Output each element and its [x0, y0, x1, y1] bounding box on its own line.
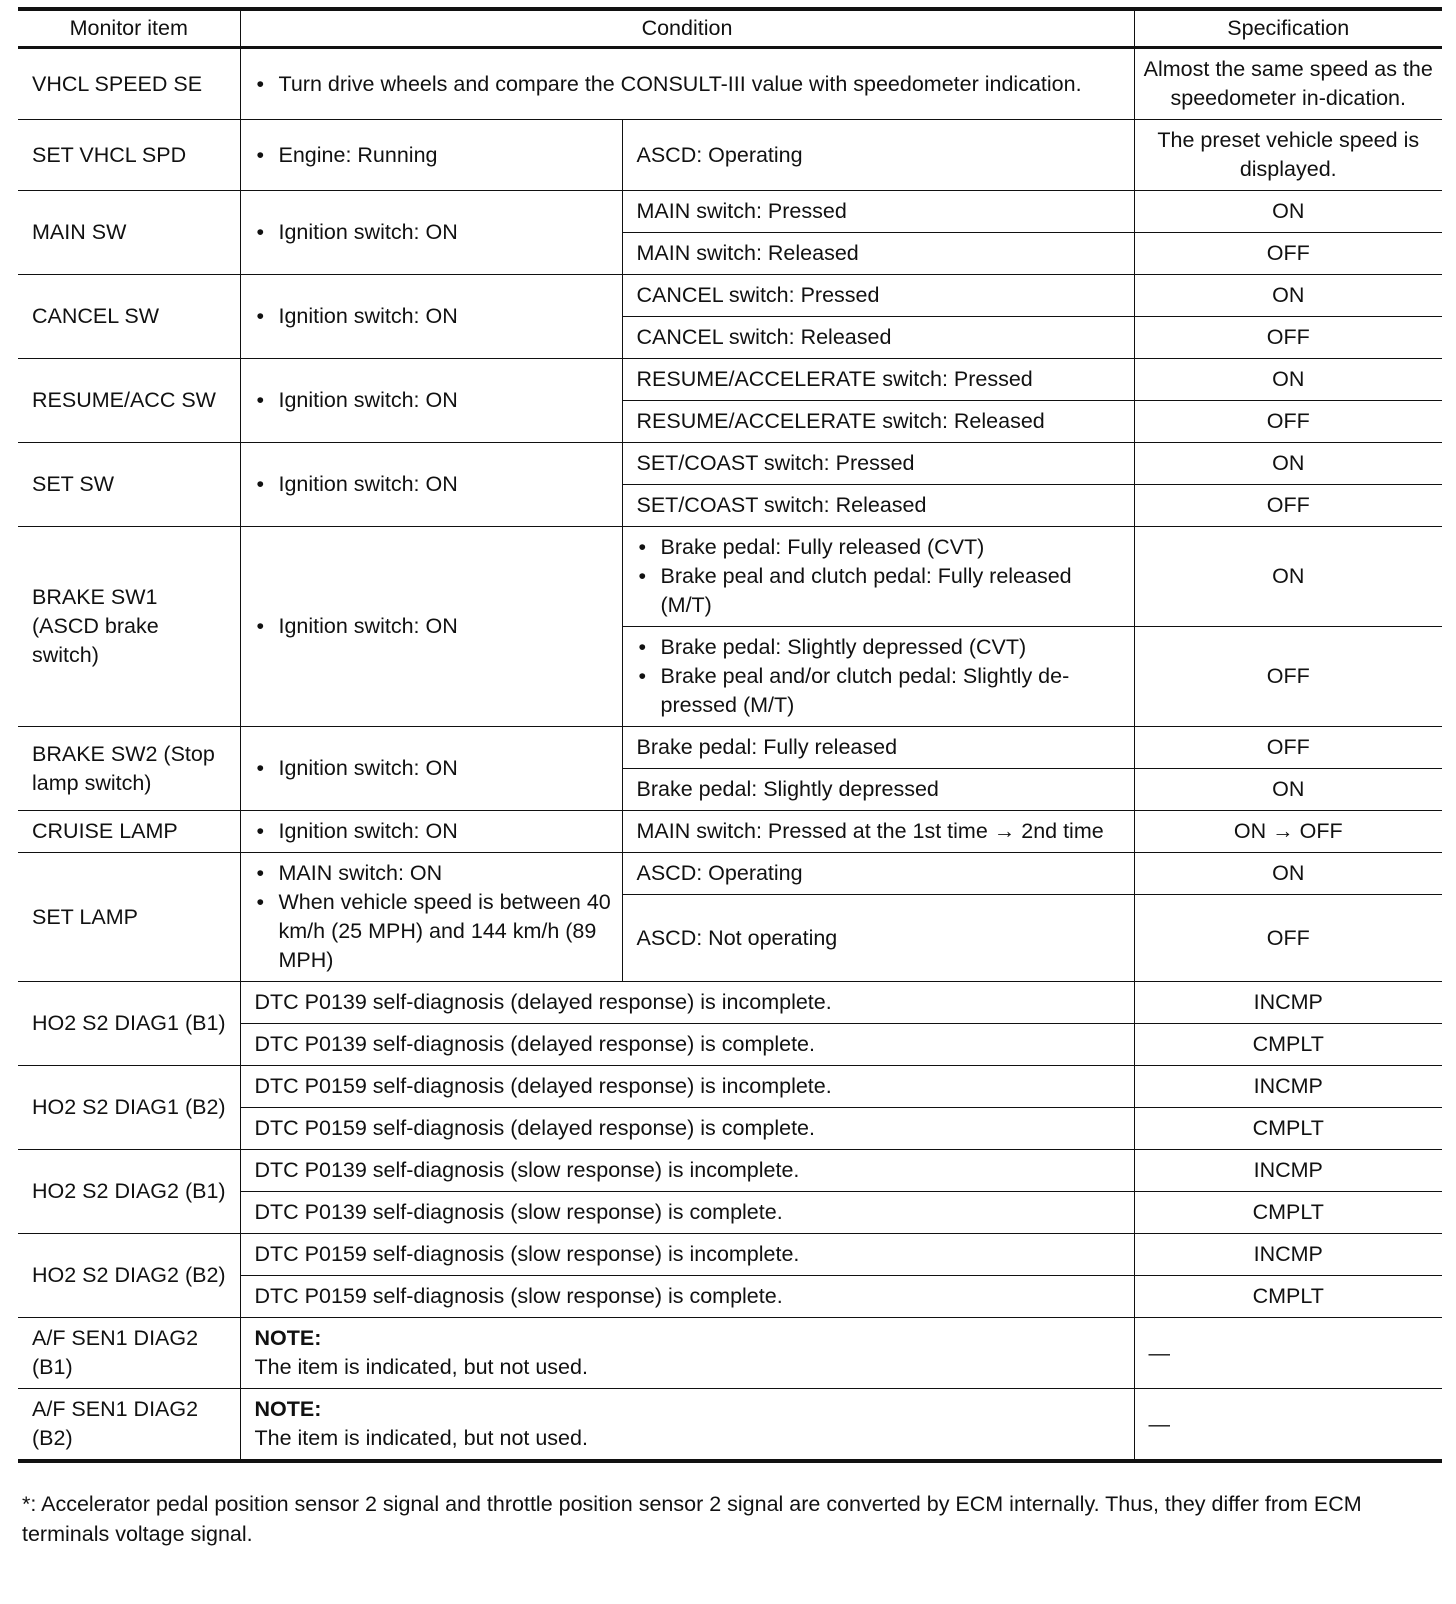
- condition-cell: [240, 359, 622, 443]
- state-cell: RESUME/ACCELERATE switch: Pressed: [622, 359, 1134, 401]
- state-cell: DTC P0139 self-diagnosis (delayed response) is complete.: [240, 1024, 1134, 1066]
- state-cell: Brake pedal: Slightly depressed: [622, 769, 1134, 811]
- table-row: [18, 191, 1442, 233]
- spec-value: ON → OFF: [1134, 811, 1442, 853]
- state-bullet: • Brake peal and/or clutch pedal: Slightly de-pressed (M/T): [637, 662, 1124, 720]
- condition-cell: [240, 275, 622, 359]
- spec-value: ON: [1134, 443, 1442, 485]
- spec-value: —: [1134, 1318, 1442, 1389]
- header-condition: Condition: [240, 9, 1134, 48]
- condition-cell: [240, 811, 622, 853]
- spec-value: CMPLT: [1134, 1108, 1442, 1150]
- state-cell: DTC P0139 self-diagnosis (delayed response) is incomplete.: [240, 982, 1134, 1024]
- monitor-item: SET VHCL SPD: [18, 120, 240, 191]
- state-cell: DTC P0159 self-diagnosis (slow response) is complete.: [240, 1276, 1134, 1318]
- table-row: [18, 48, 1442, 120]
- monitor-item: BRAKE SW2 (Stop lamp switch): [18, 727, 240, 811]
- state-cell: DTC P0159 self-diagnosis (delayed response) is incomplete.: [240, 1066, 1134, 1108]
- note-cell: [240, 1318, 1134, 1389]
- condition-bullet: • Ignition switch: ON: [255, 386, 612, 415]
- state-cell: [622, 627, 1134, 727]
- spec-value: CMPLT: [1134, 1276, 1442, 1318]
- header-specification: Specification: [1134, 9, 1442, 48]
- note-label: NOTE:: [254, 1326, 322, 1350]
- monitor-item: HO2 S2 DIAG1 (B1): [18, 982, 240, 1066]
- monitor-item: SET LAMP: [18, 853, 240, 982]
- table-row: [18, 853, 1442, 895]
- condition-bullet: • Ignition switch: ON: [255, 218, 612, 247]
- condition-cell: [240, 443, 622, 527]
- monitor-item: HO2 S2 DIAG2 (B1): [18, 1150, 240, 1234]
- spec-value: CMPLT: [1134, 1192, 1442, 1234]
- spec-value: OFF: [1134, 727, 1442, 769]
- table-row: [18, 1389, 1442, 1462]
- state-cell: MAIN switch: Pressed: [622, 191, 1134, 233]
- state-cell: ASCD: Operating: [622, 120, 1134, 191]
- spec-value: OFF: [1134, 401, 1442, 443]
- spec-value: Almost the same speed as the speedometer in-dication.: [1134, 48, 1442, 120]
- table-row: [18, 120, 1442, 191]
- state-cell: SET/COAST switch: Pressed: [622, 443, 1134, 485]
- table-row: [18, 443, 1442, 485]
- condition-bullet: • Ignition switch: ON: [255, 302, 612, 331]
- monitor-item: A/F SEN1 DIAG2 (B2): [18, 1389, 240, 1462]
- state-cell: RESUME/ACCELERATE switch: Released: [622, 401, 1134, 443]
- table-row: [18, 982, 1442, 1024]
- table-row: [18, 1318, 1442, 1389]
- monitor-item: CANCEL SW: [18, 275, 240, 359]
- spec-value: ON: [1134, 769, 1442, 811]
- state-cell: CANCEL switch: Released: [622, 317, 1134, 359]
- note-label: NOTE:: [254, 1397, 322, 1421]
- state-cell: MAIN switch: Pressed at the 1st time → 2nd time: [622, 811, 1134, 853]
- spec-value: OFF: [1134, 485, 1442, 527]
- table-row: [18, 811, 1442, 853]
- table-header-row: [18, 9, 1442, 48]
- note-text: The item is indicated, but not used.: [254, 1426, 588, 1450]
- spec-value: ON: [1134, 359, 1442, 401]
- condition-cell: [240, 191, 622, 275]
- monitor-item: A/F SEN1 DIAG2 (B1): [18, 1318, 240, 1389]
- state-cell: DTC P0139 self-diagnosis (slow response) is complete.: [240, 1192, 1134, 1234]
- spec-value: ON: [1134, 527, 1442, 627]
- state-cell: [622, 527, 1134, 627]
- table-row: [18, 359, 1442, 401]
- condition-cell: [240, 120, 622, 191]
- monitor-item: HO2 S2 DIAG1 (B2): [18, 1066, 240, 1150]
- spec-value: OFF: [1134, 317, 1442, 359]
- condition-bullet: • When vehicle speed is between 40 km/h (25 MPH) and 144 km/h (89 MPH): [255, 888, 612, 975]
- monitor-item: SET SW: [18, 443, 240, 527]
- monitor-item: RESUME/ACC SW: [18, 359, 240, 443]
- state-cell: ASCD: Not operating: [622, 895, 1134, 982]
- note-text: The item is indicated, but not used.: [254, 1355, 588, 1379]
- state-cell: CANCEL switch: Pressed: [622, 275, 1134, 317]
- condition-cell: [240, 853, 622, 982]
- condition-cell: [240, 48, 1134, 120]
- spec-value: ON: [1134, 275, 1442, 317]
- condition-bullet: • Ignition switch: ON: [255, 470, 612, 499]
- state-cell: DTC P0159 self-diagnosis (delayed response) is complete.: [240, 1108, 1134, 1150]
- table-row: [18, 527, 1442, 627]
- table-row: [18, 1066, 1442, 1108]
- monitor-item: BRAKE SW1 (ASCD brake switch): [18, 527, 240, 727]
- table-row: [18, 727, 1442, 769]
- state-cell: MAIN switch: Released: [622, 233, 1134, 275]
- spec-value: OFF: [1134, 895, 1442, 982]
- condition-cell: [240, 727, 622, 811]
- condition-bullet: • Ignition switch: ON: [255, 612, 612, 641]
- spec-value: ON: [1134, 191, 1442, 233]
- state-cell: Brake pedal: Fully released: [622, 727, 1134, 769]
- state-cell: DTC P0139 self-diagnosis (slow response) is incomplete.: [240, 1150, 1134, 1192]
- state-cell: ASCD: Operating: [622, 853, 1134, 895]
- spec-value: —: [1134, 1389, 1442, 1462]
- state-bullet: • Brake pedal: Fully released (CVT): [637, 533, 1124, 562]
- note-cell: [240, 1389, 1134, 1462]
- table-row: [18, 275, 1442, 317]
- table-row: [18, 1234, 1442, 1276]
- state-cell: SET/COAST switch: Released: [622, 485, 1134, 527]
- state-cell: DTC P0159 self-diagnosis (slow response) is incomplete.: [240, 1234, 1134, 1276]
- spec-value: The preset vehicle speed is displayed.: [1134, 120, 1442, 191]
- header-monitor-item: Monitor item: [18, 9, 240, 48]
- state-bullet: • Brake peal and clutch pedal: Fully released (M/T): [637, 562, 1124, 620]
- spec-value: INCMP: [1134, 1234, 1442, 1276]
- condition-cell: [240, 527, 622, 727]
- monitor-item: CRUISE LAMP: [18, 811, 240, 853]
- condition-bullet: • Ignition switch: ON: [255, 754, 612, 783]
- spec-value: OFF: [1134, 627, 1442, 727]
- condition-bullet: • Engine: Running: [255, 141, 612, 170]
- spec-value: INCMP: [1134, 1066, 1442, 1108]
- monitor-spec-table: [18, 7, 1442, 1463]
- spec-value: CMPLT: [1134, 1024, 1442, 1066]
- spec-value: INCMP: [1134, 982, 1442, 1024]
- condition-bullet: • MAIN switch: ON: [255, 859, 612, 888]
- spec-value: INCMP: [1134, 1150, 1442, 1192]
- condition-bullet: • Turn drive wheels and compare the CONSULT-III value with speedometer indication.: [255, 70, 1124, 99]
- table-row: [18, 1150, 1442, 1192]
- condition-bullet: • Ignition switch: ON: [255, 817, 612, 846]
- spec-value: OFF: [1134, 233, 1442, 275]
- footnote: *: Accelerator pedal position sensor 2 signal and throttle position sensor 2 signal are converted by ECM internally. Thus, they differ from ECM terminals voltage signal.: [22, 1492, 1362, 1546]
- monitor-item: VHCL SPEED SE: [18, 48, 240, 120]
- spec-value: ON: [1134, 853, 1442, 895]
- monitor-item: HO2 S2 DIAG2 (B2): [18, 1234, 240, 1318]
- state-bullet: • Brake pedal: Slightly depressed (CVT): [637, 633, 1124, 662]
- monitor-item: MAIN SW: [18, 191, 240, 275]
